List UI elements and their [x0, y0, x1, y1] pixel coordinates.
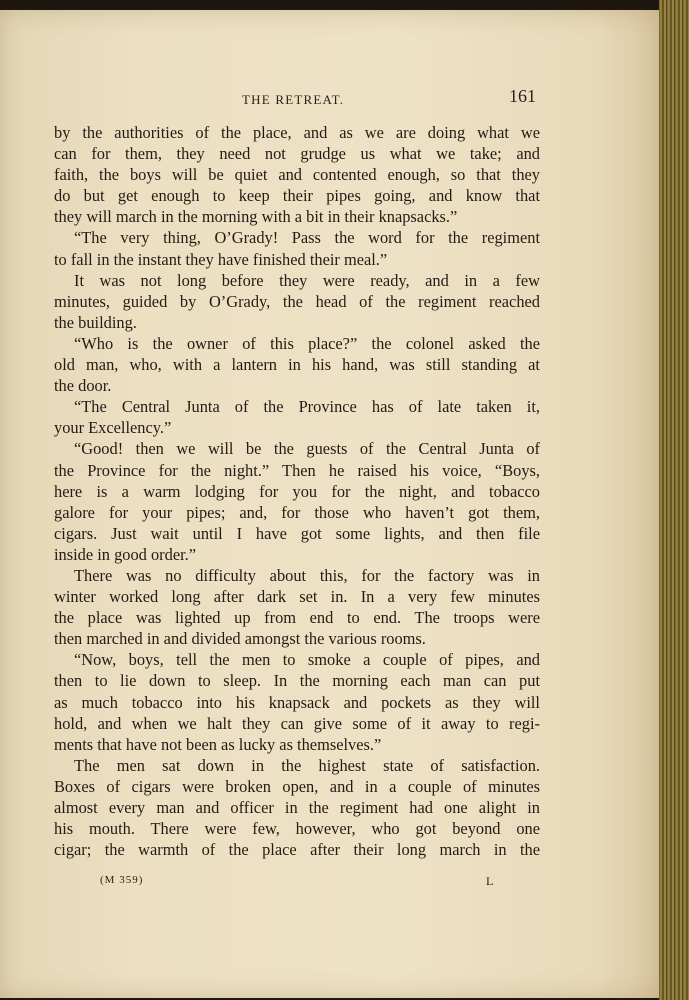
text-line: the door.	[54, 376, 112, 396]
text-line: The men sat down in the highest state of satisfaction.	[74, 755, 540, 775]
text-line: to fall in the instant they have finished their meal.”	[54, 249, 388, 269]
running-head	[52, 86, 540, 112]
text-line: the Province for the night.” Then he raised his voice, “Boys,	[54, 460, 540, 480]
text-line: your Excellency.”	[54, 418, 172, 438]
text-line: “The Central Junta of the Province has of late taken it,	[74, 397, 540, 417]
text-line: the building.	[54, 312, 137, 332]
text-line: cigars. Just wait until I have got some lights, and then file	[54, 523, 540, 543]
body-text	[54, 122, 540, 860]
page-number: 161	[509, 86, 536, 106]
text-line: inside in good order.”	[54, 544, 197, 564]
text-line: then to lie down to sleep. In the morning each man can put	[54, 671, 540, 691]
text-line: “Who is the owner of this place?” the colonel asked the	[74, 333, 540, 353]
page-footer	[54, 874, 540, 892]
text-line: here is a warm lodging for you for the night, and tobacco	[54, 481, 540, 501]
text-line: galore for your pipes; and, for those who haven’t got them,	[54, 502, 540, 522]
text-line: Boxes of cigars were broken open, and in a couple of minutes	[54, 776, 540, 796]
text-line: “The very thing, O’Grady! Pass the word for the regiment	[74, 228, 540, 248]
text-line: the place was lighted up from end to end. The troops were	[54, 608, 540, 628]
text-line: by the authorities of the place, and as we are doing what we	[54, 123, 540, 142]
signature-mark: (M 359)	[100, 874, 144, 886]
text-line: can for them, they need not grudge us what we take; and	[54, 144, 540, 164]
book-edge	[659, 0, 689, 1000]
text-line: “Now, boys, tell the men to smoke a couple of pipes, and	[74, 650, 540, 670]
running-title: THE RETREAT.	[242, 92, 345, 107]
text-line: hold, and when we halt they can give some of it away to regi-	[54, 713, 540, 733]
gathering-mark: L	[486, 874, 494, 888]
text-line: cigar; the warmth of the place after their long march in the	[54, 840, 540, 860]
text-line: minutes, guided by O’Grady, the head of the regiment reached	[54, 291, 540, 311]
text-line: his mouth. There were few, however, who got beyond one	[54, 819, 540, 839]
text-line: There was no difficulty about this, for the factory was in	[74, 565, 540, 585]
text-line: they will march in the morning with a bit in their knapsacks.”	[54, 207, 458, 227]
text-line: ments that have not been as lucky as themselves.”	[54, 734, 382, 754]
text-line: do but get enough to keep their pipes going, and know that	[54, 186, 540, 206]
text-line: as much tobacco into his knapsack and pockets as they will	[54, 692, 540, 712]
text-line: almost every man and officer in the regiment had one alight in	[54, 798, 540, 817]
text-line: then marched in and divided amongst the various rooms.	[54, 629, 426, 649]
text-line: old man, who, with a lantern in his hand, was still standing at	[54, 355, 540, 375]
text-line: winter worked long after dark set in. In a very few minutes	[54, 587, 540, 607]
text-line: “Good! then we will be the guests of the Central Junta of	[74, 439, 540, 459]
text-line: It was not long before they were ready, and in a few	[74, 270, 540, 290]
text-line: faith, the boys will be quiet and contented enough, so that they	[54, 165, 540, 185]
